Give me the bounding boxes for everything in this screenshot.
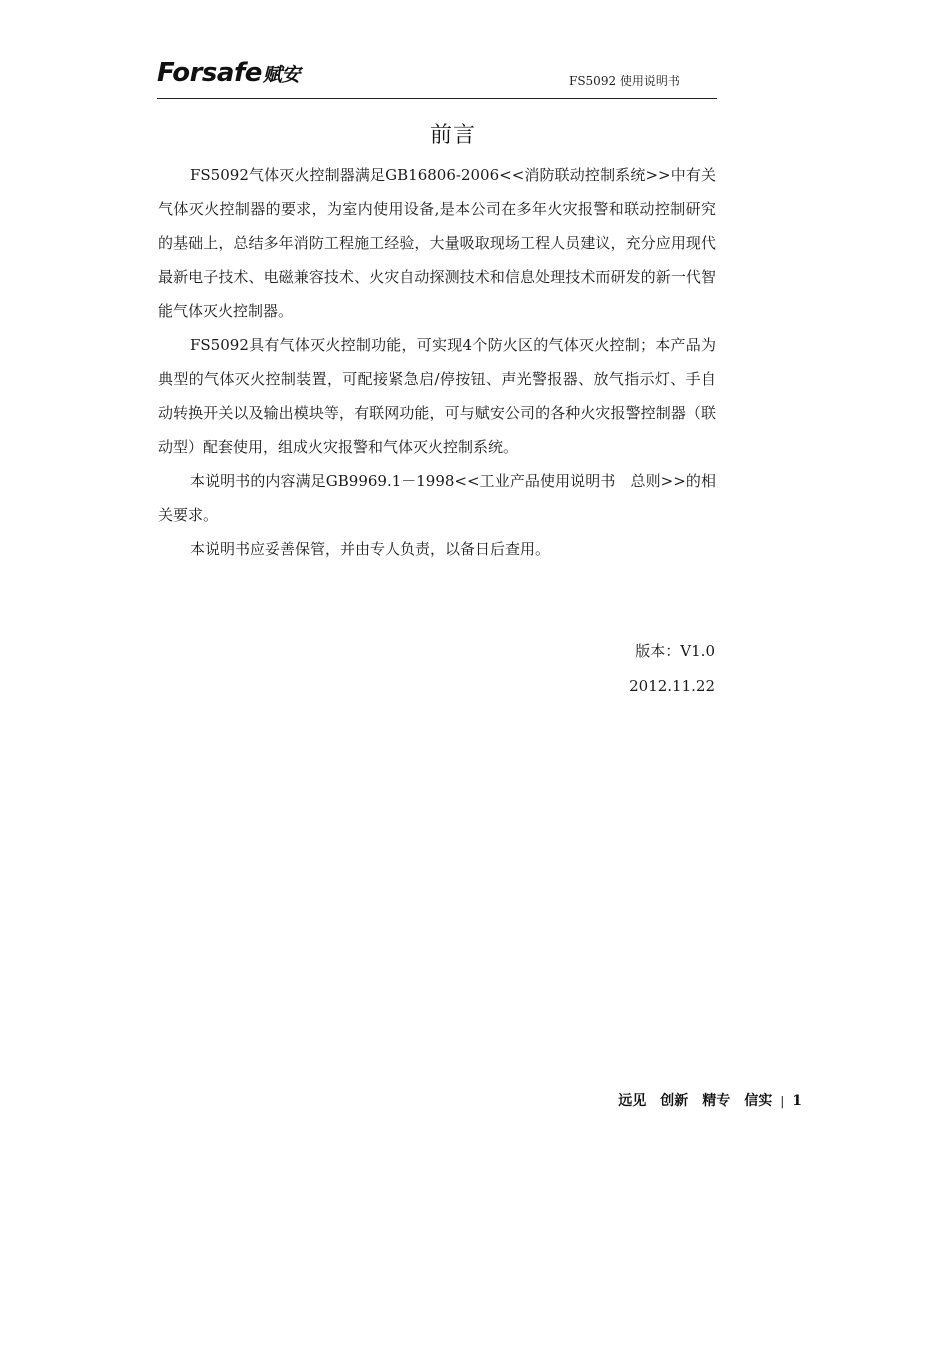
preface-body xyxy=(158,158,716,566)
version-block xyxy=(500,634,715,704)
company-logo xyxy=(157,58,300,88)
paragraph: FS5092气体灭火控制器满足GB16806-2006<<消防联动控制系统>>中有关气体灭火控制器的要求，为室内使用设备,是本公司在多年火灾报警和联动控制研究的基础上，总结多年消防工程施工经验，大量吸取现场工程人员建议，充分应用现代最新电子技术、电磁兼容技术、火灾自动探测技术和信息处理技术而研发的新一代智能气体灭火控制器。 xyxy=(158,166,716,320)
page-header xyxy=(157,56,717,99)
page-footer xyxy=(560,1090,802,1110)
paragraph: FS5092具有气体灭火控制功能，可实现4个防火区的气体灭火控制；本产品为典型的气体灭火控制装置，可配接紧急启/停按钮、声光警报器、放气指示灯、手自动转换开关以及输出模块等，有联网功能，可与赋安公司的各种火灾报警控制器（联动型）配套使用，组成火灾报警和气体灭火控制系统。 xyxy=(158,336,716,456)
logo-cn-text: 赋安 xyxy=(262,64,300,86)
paragraph: 本说明书的内容满足GB9969.1－1998<<工业产品使用说明书 总则>>的相关要求。 xyxy=(158,472,716,524)
logo-text: Forsafe xyxy=(157,58,262,88)
footer-slogan: 远见 创新 精专 信实 xyxy=(618,1093,773,1109)
footer-separator: | xyxy=(780,1094,785,1108)
page-heading: 前言 xyxy=(429,123,476,148)
document-title: FS5092 使用说明书 xyxy=(569,74,680,88)
paragraph: 本说明书应妥善保管，并由专人负责，以备日后查用。 xyxy=(190,540,551,558)
page-number: 1 xyxy=(792,1093,802,1109)
version-label: 版本：V1.0 xyxy=(635,642,715,660)
version-date: 2012.11.22 xyxy=(629,677,715,695)
